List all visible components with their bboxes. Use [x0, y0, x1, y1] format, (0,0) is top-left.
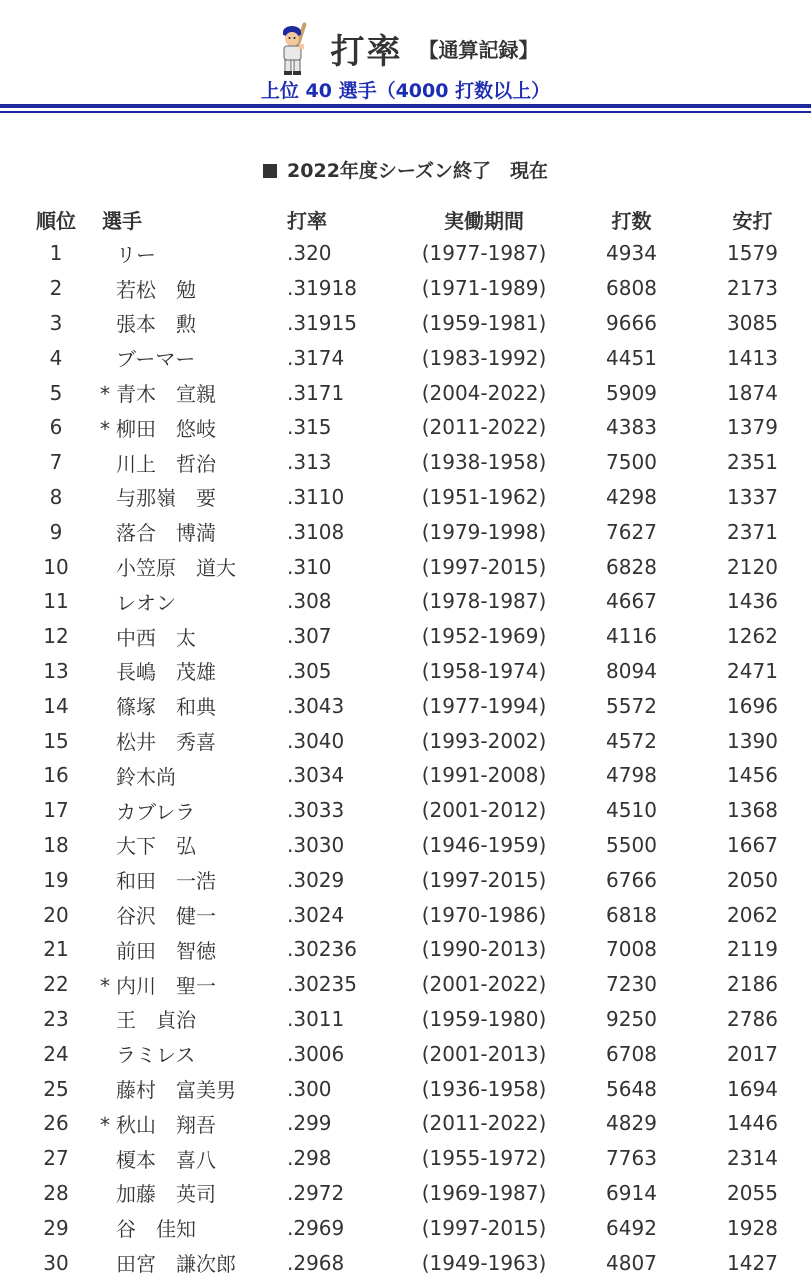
table-row	[0, 758, 811, 793]
hits-cell: 2062	[727, 902, 778, 927]
rank-cell: 7	[49, 450, 63, 475]
period-cell: (1997-2015)	[421, 1215, 547, 1240]
hits-cell: 2055	[727, 1180, 778, 1205]
table-row	[0, 1106, 811, 1141]
average-cell: .3108	[287, 519, 345, 544]
average-cell: .313	[287, 450, 332, 475]
at-bats-cell: 6914	[606, 1180, 657, 1205]
rank-cell: 25	[43, 1076, 69, 1101]
table-row	[0, 793, 811, 828]
average-cell: .320	[287, 241, 332, 266]
player-name: 篠塚 和典	[116, 695, 216, 720]
hits-cell: 1456	[727, 763, 778, 788]
square-bullet-icon	[263, 164, 277, 178]
player-name: レオン	[116, 590, 176, 615]
rank-cell: 24	[43, 1041, 69, 1066]
at-bats-cell: 6766	[606, 867, 657, 892]
column-header-average: 打率	[287, 208, 327, 233]
at-bats-cell: 7008	[606, 937, 657, 962]
at-bats-cell: 6492	[606, 1215, 657, 1240]
hits-cell: 2786	[727, 1006, 778, 1031]
average-cell: .3171	[287, 380, 345, 405]
rank-cell: 26	[43, 1111, 69, 1136]
player-name: 大下 弘	[116, 834, 196, 859]
player-name: 張本 勲	[116, 312, 196, 337]
player-name: 中西 太	[116, 625, 196, 650]
at-bats-cell: 4572	[606, 728, 657, 753]
average-cell: .3040	[287, 728, 345, 753]
period-cell: (1990-2013)	[421, 937, 547, 962]
rank-cell: 15	[43, 728, 69, 753]
average-cell: .315	[287, 415, 332, 440]
player-cell	[112, 584, 287, 619]
active-player-mark: *	[100, 973, 110, 998]
player-name: リー	[116, 242, 156, 267]
period-cell: (1959-1980)	[421, 1006, 547, 1031]
at-bats-cell: 6818	[606, 902, 657, 927]
active-player-mark: *	[100, 1112, 110, 1137]
table-row	[0, 549, 811, 584]
table-row	[0, 1210, 811, 1245]
player-name: 長嶋 茂雄	[116, 660, 216, 685]
at-bats-cell: 6808	[606, 276, 657, 301]
player-cell	[112, 1036, 287, 1071]
period-cell: (2011-2022)	[421, 1111, 547, 1136]
player-name: 加藤 英司	[116, 1182, 216, 1207]
player-cell	[112, 897, 287, 932]
average-cell: .310	[287, 554, 332, 579]
column-header-rank: 順位	[36, 208, 76, 233]
average-cell: .3043	[287, 693, 345, 718]
period-cell: (2001-2013)	[421, 1041, 547, 1066]
hits-cell: 2314	[727, 1146, 778, 1171]
player-cell	[112, 480, 287, 515]
table-row	[0, 1002, 811, 1037]
average-cell: .3030	[287, 832, 345, 857]
player-cell	[112, 340, 287, 375]
player-name: 柳田 悠岐	[116, 416, 216, 441]
rank-cell: 28	[43, 1180, 69, 1205]
table-row	[0, 932, 811, 967]
at-bats-cell: 5572	[606, 693, 657, 718]
player-cell	[112, 619, 287, 654]
at-bats-cell: 8094	[606, 658, 657, 683]
average-cell: .3006	[287, 1041, 345, 1066]
rank-cell: 8	[49, 484, 63, 509]
hits-cell: 3085	[727, 310, 778, 335]
player-name: 谷沢 健一	[116, 904, 216, 929]
rank-cell: 27	[43, 1146, 69, 1171]
player-name: 谷 佳知	[116, 1217, 196, 1242]
hits-cell: 1427	[727, 1250, 778, 1275]
rank-cell: 9	[49, 519, 63, 544]
player-name: 田宮 謙次郎	[116, 1252, 236, 1276]
hits-cell: 2351	[727, 450, 778, 475]
player-cell	[112, 688, 287, 723]
page-title: 打率	[330, 31, 403, 72]
player-cell	[112, 1141, 287, 1176]
period-cell: (1991-2008)	[421, 763, 547, 788]
player-cell	[100, 967, 287, 1002]
period-cell: (1949-1963)	[421, 1250, 547, 1275]
rank-cell: 4	[49, 345, 63, 370]
table-row	[0, 410, 811, 445]
column-header-hits: 安打	[732, 208, 773, 233]
active-player-mark: *	[100, 382, 110, 407]
rank-cell: 20	[43, 902, 69, 927]
period-cell: (1977-1994)	[421, 693, 547, 718]
page-subtitle: 上位 40 選手（4000 打数以上）	[260, 80, 551, 102]
average-cell: .3110	[287, 484, 345, 509]
player-name: 王 貞治	[116, 1008, 196, 1033]
column-header-at-bats: 打数	[611, 208, 652, 233]
season-heading	[0, 156, 811, 183]
hits-cell: 1928	[727, 1215, 778, 1240]
average-cell: .305	[287, 658, 332, 683]
player-name: 秋山 翔吾	[116, 1112, 216, 1137]
average-cell: .308	[287, 589, 332, 614]
table-row	[0, 514, 811, 549]
at-bats-cell: 6708	[606, 1041, 657, 1066]
average-cell: .2968	[287, 1250, 345, 1275]
average-cell: .2972	[287, 1180, 345, 1205]
table-row	[0, 1036, 811, 1071]
period-cell: (1955-1972)	[421, 1146, 547, 1171]
title-row	[0, 20, 811, 76]
player-name: 前田 智徳	[116, 938, 216, 963]
at-bats-cell: 7230	[606, 972, 657, 997]
at-bats-cell: 7627	[606, 519, 657, 544]
period-cell: (2004-2022)	[421, 380, 547, 405]
table-row	[0, 654, 811, 689]
active-player-mark: *	[100, 416, 110, 441]
at-bats-cell: 5648	[606, 1076, 657, 1101]
rank-cell: 17	[43, 798, 69, 823]
player-cell	[100, 375, 287, 410]
table-row	[0, 828, 811, 863]
average-cell: .307	[287, 624, 332, 649]
player-cell	[112, 445, 287, 480]
rank-cell: 1	[49, 241, 63, 266]
rank-cell: 19	[43, 867, 69, 892]
column-header-period: 実働期間	[444, 208, 524, 233]
period-cell: (1936-1958)	[421, 1076, 547, 1101]
at-bats-cell: 5500	[606, 832, 657, 857]
table-row	[0, 1176, 811, 1211]
hits-cell: 2173	[727, 276, 778, 301]
player-cell	[112, 758, 287, 793]
hits-cell: 1413	[727, 345, 778, 370]
rank-cell: 2	[49, 276, 63, 301]
period-cell: (1997-2015)	[421, 554, 547, 579]
hits-cell: 2471	[727, 658, 778, 683]
period-cell: (1977-1987)	[421, 241, 547, 266]
average-cell: .3024	[287, 902, 345, 927]
rank-cell: 22	[43, 972, 69, 997]
table-row	[0, 306, 811, 341]
period-cell: (2001-2012)	[421, 798, 547, 823]
at-bats-cell: 5909	[606, 380, 657, 405]
player-name: 青木 宣親	[116, 382, 216, 407]
rank-cell: 16	[43, 763, 69, 788]
player-cell	[112, 1002, 287, 1037]
table-row	[0, 688, 811, 723]
hits-cell: 1579	[727, 241, 778, 266]
player-cell	[112, 723, 287, 758]
table-row	[0, 445, 811, 480]
average-cell: .3029	[287, 867, 345, 892]
at-bats-cell: 4667	[606, 589, 657, 614]
table-header-row	[0, 202, 811, 236]
player-cell	[112, 514, 287, 549]
period-cell: (2011-2022)	[421, 415, 547, 440]
at-bats-cell: 4116	[606, 624, 657, 649]
at-bats-cell: 4510	[606, 798, 657, 823]
column-header-player-label: 選手	[102, 208, 142, 233]
at-bats-cell: 7500	[606, 450, 657, 475]
header-divider-thick	[0, 104, 811, 108]
player-name: カブレラ	[116, 799, 196, 824]
rank-cell: 21	[43, 937, 69, 962]
player-name: 松井 秀喜	[116, 730, 216, 755]
average-cell: .31915	[287, 310, 357, 335]
column-header-player	[102, 202, 287, 236]
title-tag: 【通算記録】	[418, 37, 539, 62]
hits-cell: 2120	[727, 554, 778, 579]
table-row	[0, 723, 811, 758]
rank-cell: 10	[43, 554, 69, 579]
hits-cell: 1446	[727, 1111, 778, 1136]
hits-cell: 2371	[727, 519, 778, 544]
average-cell: .31918	[287, 276, 357, 301]
period-cell: (1969-1987)	[421, 1180, 547, 1205]
average-cell: .3011	[287, 1006, 345, 1031]
hits-cell: 2186	[727, 972, 778, 997]
player-name: 和田 一浩	[116, 869, 216, 894]
header-divider-thin	[0, 111, 811, 113]
hits-cell: 1436	[727, 589, 778, 614]
at-bats-cell: 4934	[606, 241, 657, 266]
hits-cell: 1667	[727, 832, 778, 857]
player-cell	[100, 410, 287, 445]
period-cell: (1979-1998)	[421, 519, 547, 544]
hits-cell: 1694	[727, 1076, 778, 1101]
rank-cell: 3	[49, 310, 63, 335]
player-cell	[112, 654, 287, 689]
player-name: 与那嶺 要	[116, 486, 216, 511]
player-cell	[112, 828, 287, 863]
at-bats-cell: 4451	[606, 345, 657, 370]
season-text: 2022年度シーズン終了 現在	[287, 160, 548, 182]
average-cell: .3033	[287, 798, 345, 823]
hits-cell: 1379	[727, 415, 778, 440]
table-row	[0, 480, 811, 515]
table-row	[0, 340, 811, 375]
period-cell: (2001-2022)	[421, 972, 547, 997]
table-row	[0, 584, 811, 619]
rank-cell: 18	[43, 832, 69, 857]
table-row	[0, 1141, 811, 1176]
player-name: 若松 勉	[116, 277, 196, 302]
average-cell: .30235	[287, 972, 357, 997]
table-row	[0, 619, 811, 654]
player-cell	[112, 1245, 287, 1280]
table-row	[0, 236, 811, 271]
player-cell	[112, 1071, 287, 1106]
player-name: 鈴木尚	[116, 764, 176, 789]
player-cell	[112, 1176, 287, 1211]
hits-cell: 1262	[727, 624, 778, 649]
rank-cell: 12	[43, 624, 69, 649]
average-cell: .30236	[287, 937, 357, 962]
player-cell	[100, 1106, 287, 1141]
hits-cell: 1696	[727, 693, 778, 718]
at-bats-cell: 9250	[606, 1006, 657, 1031]
hits-cell: 1337	[727, 484, 778, 509]
at-bats-cell: 6828	[606, 554, 657, 579]
hits-cell: 1390	[727, 728, 778, 753]
period-cell: (1978-1987)	[421, 589, 547, 614]
average-cell: .300	[287, 1076, 332, 1101]
at-bats-cell: 9666	[606, 310, 657, 335]
player-name: ブーマー	[116, 347, 196, 372]
period-cell: (1997-2015)	[421, 867, 547, 892]
at-bats-cell: 7763	[606, 1146, 657, 1171]
hits-cell: 2017	[727, 1041, 778, 1066]
period-cell: (1959-1981)	[421, 310, 547, 335]
hits-cell: 1874	[727, 380, 778, 405]
rank-cell: 14	[43, 693, 69, 718]
at-bats-cell: 4807	[606, 1250, 657, 1275]
at-bats-cell: 4383	[606, 415, 657, 440]
at-bats-cell: 4829	[606, 1111, 657, 1136]
rank-cell: 13	[43, 658, 69, 683]
period-cell: (1952-1969)	[421, 624, 547, 649]
hits-cell: 1368	[727, 798, 778, 823]
period-cell: (1938-1958)	[421, 450, 547, 475]
average-cell: .299	[287, 1111, 332, 1136]
table-row	[0, 1245, 811, 1280]
table-row	[0, 897, 811, 932]
baseball-player-icon	[273, 20, 317, 76]
player-cell	[112, 271, 287, 306]
rank-cell: 11	[43, 589, 69, 614]
period-cell: (1971-1989)	[421, 276, 547, 301]
player-name: 川上 哲治	[116, 451, 216, 476]
player-name: 藤村 富美男	[116, 1078, 236, 1103]
rank-cell: 30	[43, 1250, 69, 1275]
player-name: ラミレス	[116, 1043, 196, 1068]
table-row	[0, 967, 811, 1002]
batting-average-table	[0, 202, 811, 1280]
player-cell	[112, 306, 287, 341]
period-cell: (1970-1986)	[421, 902, 547, 927]
player-name: 内川 聖一	[116, 973, 216, 998]
page-header	[0, 0, 811, 112]
period-cell: (1946-1959)	[421, 832, 547, 857]
hits-cell: 2050	[727, 867, 778, 892]
player-cell	[112, 862, 287, 897]
player-cell	[112, 549, 287, 584]
average-cell: .3034	[287, 763, 345, 788]
at-bats-cell: 4798	[606, 763, 657, 788]
period-cell: (1983-1992)	[421, 345, 547, 370]
period-cell: (1958-1974)	[421, 658, 547, 683]
average-cell: .2969	[287, 1215, 345, 1240]
rank-cell: 23	[43, 1006, 69, 1031]
table-row	[0, 375, 811, 410]
period-cell: (1993-2002)	[421, 728, 547, 753]
average-cell: .3174	[287, 345, 345, 370]
period-cell: (1951-1962)	[421, 484, 547, 509]
hits-cell: 2119	[727, 937, 778, 962]
player-cell	[112, 236, 287, 271]
player-name: 落合 博満	[116, 521, 216, 546]
player-cell	[112, 793, 287, 828]
player-name: 榎本 喜八	[116, 1147, 216, 1172]
player-name: 小笠原 道大	[116, 556, 236, 581]
table-row	[0, 862, 811, 897]
average-cell: .298	[287, 1146, 332, 1171]
player-cell	[112, 932, 287, 967]
at-bats-cell: 4298	[606, 484, 657, 509]
player-cell	[112, 1210, 287, 1245]
table-row	[0, 1071, 811, 1106]
rank-cell: 5	[49, 380, 63, 405]
rank-cell: 6	[49, 415, 63, 440]
rank-cell: 29	[43, 1215, 69, 1240]
table-row	[0, 271, 811, 306]
